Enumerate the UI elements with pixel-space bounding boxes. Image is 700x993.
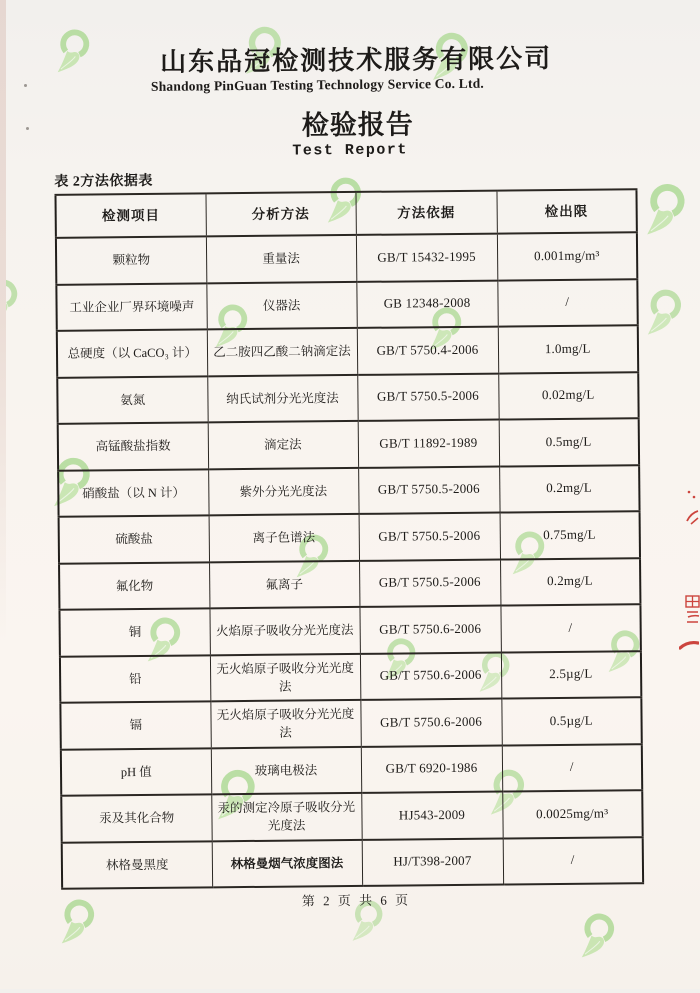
table-cell: 0.2mg/L [500,558,640,606]
red-stamp-fragment [679,638,699,656]
table-cell: GB 12348-2008 [356,280,497,328]
table-cell: 林格曼烟气浓度图法 [212,839,362,887]
table-cell: GB/T 5750.6-2006 [360,699,501,747]
table-cell: GB/T 5750.6-2006 [360,652,501,700]
table-row [59,558,640,610]
table-cell: / [497,279,637,327]
table-cell: pH 值 [61,748,211,796]
table-row [57,372,638,424]
table-cell: 火焰原子吸收分光光度法 [209,607,359,655]
table-cell: 硝酸盐（以 N 计） [58,469,208,517]
table-row [59,604,640,656]
table-row [62,837,643,889]
table-cell: 林格曼黑度 [62,841,212,889]
table-cell: 0.0025mg/m³ [502,790,642,838]
table-row [58,465,639,517]
table-cell: GB/T 5750.4-2006 [357,327,498,375]
table-cell: 无火焰原子吸收分光光度法 [210,653,360,701]
table-row [58,418,639,470]
table-row [60,697,641,749]
company-name-en: Shandong PinGuan Testing Technology Service Co. Ltd. [150,75,485,94]
table-cell: 氨氮 [57,376,207,424]
table-cell: 高锰酸盐指数 [58,422,208,470]
header-method-basis: 方法依据 [355,191,496,235]
table-cell: 重量法 [206,235,356,283]
table-cell: GB/T 11892-1989 [358,420,499,468]
table-cell: 工业企业厂界环境噪声 [56,283,206,331]
table-cell: GB/T 5750.5-2006 [359,513,500,561]
table-cell: 1.0mg/L [498,325,638,373]
table-cell: 铜 [59,608,209,656]
table-cell: 0.5µg/L [501,697,641,745]
table-body [56,232,643,889]
table-row [60,651,641,703]
report-title-cn: 检验报告 [301,109,414,141]
scan-speck [24,84,27,87]
table-row [56,279,637,331]
table-cell: / [502,744,642,792]
table-row [56,232,637,284]
table-cell: 总硬度（以 CaCO₃ 计） [57,329,207,377]
table-cell: 乙二胺四乙酸二钠滴定法 [207,328,357,376]
table-cell: 汞及其化合物 [61,794,211,842]
table-row [61,744,642,796]
table-cell: 0.75mg/L [500,511,640,559]
table-cell: 纳氏试剂分光光度法 [207,374,357,422]
method-basis-table [54,188,644,890]
table-cell: GB/T 5750.5-2006 [359,559,500,607]
table-row [61,790,642,842]
company-name-cn: 山东品冠检测技术服务有限公司 [160,44,553,77]
table-cell: 硫酸盐 [59,515,209,563]
table-row [57,325,638,377]
table-cell: 铅 [60,655,210,703]
table-cell: HJ/T398-2007 [362,838,503,886]
table-cell: GB/T 5750.6-2006 [359,606,500,654]
table-cell: 0.02mg/L [498,372,638,420]
table-cell: 0.5mg/L [499,418,639,466]
table-cell: GB/T 5750.5-2006 [357,373,498,421]
table-cell: 玻璃电极法 [211,746,361,794]
table-cell: 无火焰原子吸收分光光度法 [210,700,360,748]
table-cell: 0.2mg/L [499,465,639,513]
table-caption: 表 2方法依据表 [54,173,153,190]
table-cell: 颗粒物 [56,236,206,284]
scan-edge-shadow [0,0,6,640]
header-detection-limit: 检出限 [496,189,636,233]
table-cell: HJ543-2009 [361,792,502,840]
table-cell: 仪器法 [206,281,356,329]
table-cell: 离子色谱法 [209,514,359,562]
table-cell: / [500,604,640,652]
page-number: 第 2 页 共 6 页 [301,892,411,909]
table-cell: GB/T 6920-1986 [361,745,502,793]
header-test-item: 检测项目 [55,193,205,237]
scan-speck [26,127,29,130]
table-cell: 2.5µg/L [501,651,641,699]
report-title-en: Test Report [292,141,408,160]
table-header-row [55,189,636,238]
table-cell: GB/T 15432-1995 [356,234,497,282]
table-cell: 汞的测定冷原子吸收分光光度法 [211,793,361,841]
table-cell: 紫外分光光度法 [208,467,358,515]
table-cell: / [503,837,643,885]
table-cell: 氟离子 [209,560,359,608]
table-cell: 滴定法 [208,421,358,469]
red-stamp-fragment [683,594,700,631]
table-cell: 氟化物 [59,562,209,610]
red-stamp-fragment [685,489,700,510]
table-cell: GB/T 5750.5-2006 [358,466,499,514]
red-stamp-fragment [684,509,700,532]
header-analysis-method: 分析方法 [205,192,355,236]
table-cell: 0.001mg/m³ [497,232,637,280]
table-row [59,511,640,563]
table-cell: 镉 [60,701,210,749]
